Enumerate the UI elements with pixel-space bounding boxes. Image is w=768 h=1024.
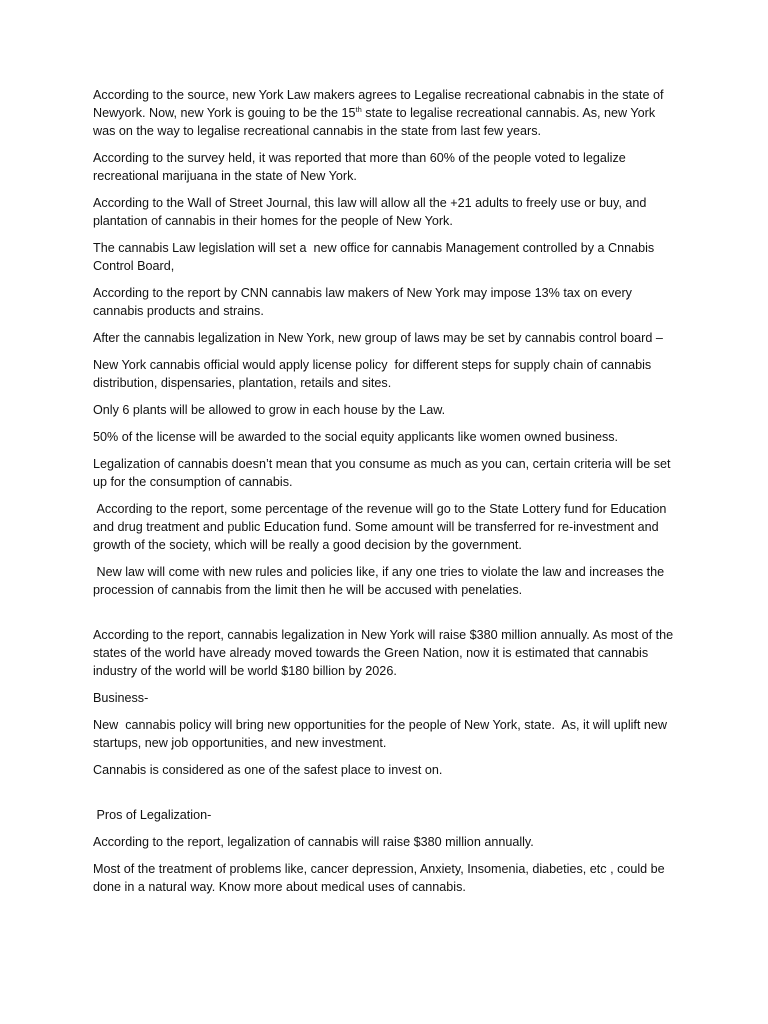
document-body xyxy=(93,86,678,905)
paragraph: Only 6 plants will be allowed to grow in each house by the Law. xyxy=(93,403,446,417)
paragraph: According to the report, legalization of cannabis will raise $380 million annually. xyxy=(93,835,534,849)
paragraph: According to the report by CNN cannabis law makers of New York may impose 13% tax on every cannabis products and strains. xyxy=(93,286,636,318)
section-heading: Pros of Legalization- xyxy=(93,808,212,822)
paragraph: New cannabis policy will bring new opportunities for the people of New York, state. As, it will uplift new startups, new job opportunities, and new investment. xyxy=(93,718,671,750)
paragraph: Most of the treatment of problems like, cancer depression, Anxiety, Insomenia, diabeties, etc , could be done in a natural way. Know more about medical uses of cannabis. xyxy=(93,862,669,894)
paragraph: New York cannabis official would apply license policy for different steps for supply chain of cannabis distribution, dispensaries, plantation, retails and sites. xyxy=(93,358,655,390)
paragraph-text: According to the source, new York Law makers agrees to Legalise recreational cabnabis in the state of Newyork. Now, new York is gouing to be the 15 xyxy=(93,88,668,120)
paragraph-text: state to legalise recreational cannabis. As, new York was on the way to legalise recreational cannabis in the state from last few years. xyxy=(93,106,659,138)
paragraph: According to the survey held, it was reported that more than 60% of the people voted to legalize recreational marijuana in the state of New York. xyxy=(93,151,630,183)
section-heading: Business- xyxy=(93,691,149,705)
paragraph: 50% of the license will be awarded to the social equity applicants like women owned business. xyxy=(93,430,619,444)
paragraph xyxy=(93,86,678,140)
paragraph: Cannabis is considered as one of the safest place to invest on. xyxy=(93,763,443,777)
paragraph: After the cannabis legalization in New York, new group of laws may be set by cannabis control board – xyxy=(93,331,663,345)
paragraph: Legalization of cannabis doesn’t mean that you consume as much as you can, certain criteria will be set up for the consumption of cannabis. xyxy=(93,457,675,489)
paragraph: The cannabis Law legislation will set a new office for cannabis Management controlled by a Cnnabis Control Board, xyxy=(93,241,658,273)
paragraph: New law will come with new rules and policies like, if any one tries to violate the law and increases the procession of cannabis from the limit then he will be accused with penelaties. xyxy=(93,565,668,597)
paragraph: According to the report, cannabis legalization in New York will raise $380 million annually. As most of the states of the world have already moved towards the Green Nation, now it is estimated that cannabis industry of the world will be world $180 billion by 2026. xyxy=(93,628,677,678)
paragraph: According to the report, some percentage of the revenue will go to the State Lottery fund for Education and drug treatment and public Education fund. Some amount will be transferred for re-investment and growth of the society, which will be really a good decision by the government. xyxy=(93,502,670,552)
superscript: th xyxy=(355,105,362,114)
paragraph: According to the Wall of Street Journal, this law will allow all the +21 adults to freely use or buy, and plantation of cannabis in their homes for the people of New York. xyxy=(93,196,650,228)
